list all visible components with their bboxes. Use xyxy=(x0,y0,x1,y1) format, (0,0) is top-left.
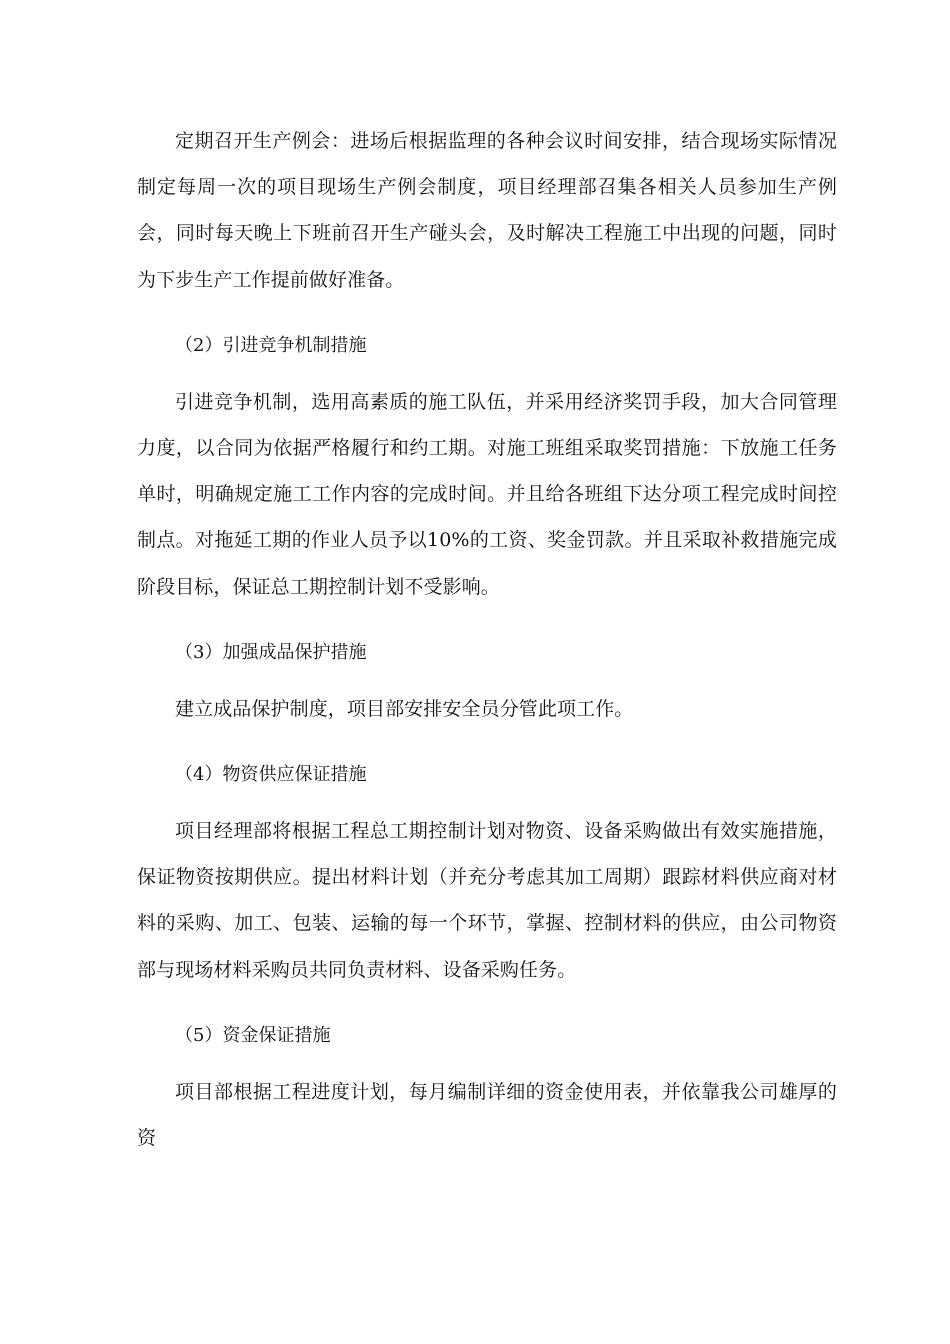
spacer xyxy=(137,732,837,742)
heading-product-protection: （3）加强成品保护措施 xyxy=(175,641,367,663)
heading-competition-mechanism: （2）引进竞争机制措施 xyxy=(175,334,367,356)
spacer xyxy=(137,610,837,620)
spacer xyxy=(137,993,837,1003)
paragraph-competition-mechanism: 引进竞争机制，选用高素质的施工队伍，并采用经济奖罚手段，加大合同管理力度，以合同为依据严格履行和约工期。对施工班组采取奖罚措施：下放施工任务单时，明确规定施工工作内容的完成时间。并且给各班组下达分项工程完成时间控制点。对拖延工期的作业人员予以10%的工资、奖金罚款。并且采取补救措施完成阶段目标，保证总工期控制计划不受影响。 xyxy=(137,390,837,598)
spacer xyxy=(137,303,837,313)
paragraph-product-protection: 建立成品保护制度，项目部安排安全员分管此项工作。 xyxy=(175,697,634,720)
paragraph-funding-guarantee: 项目部根据工程进度计划，每月编制详细的资金使用表，并依靠我公司雄厚的资 xyxy=(137,1080,837,1150)
document-body xyxy=(137,118,837,1161)
paragraph-production-meetings: 定期召开生产例会：进场后根据监理的各种会议时间安排，结合现场实际情况制定每周一次的项目现场生产例会制度，项目经理部召集各相关人员参加生产例会，同时每天晚上下班前召开生产碰头会，及时解决工程施工中出现的问题，同时为下步生产工作提前做好准备。 xyxy=(137,130,837,291)
heading-funding-guarantee: （5）资金保证措施 xyxy=(175,1024,331,1046)
paragraph-material-supply: 项目经理部将根据工程总工期控制计划对物资、设备采购做出有效实施措施，保证物资按期供应。提出材料计划（并充分考虑其加工周期）跟踪材料供应商对材料的采购、加工、包装、运输的每一个环节，掌握、控制材料的供应，由公司物资部与现场材料采购员共同负责材料、设备采购任务。 xyxy=(137,820,837,981)
heading-material-supply: （4）物资供应保证措施 xyxy=(175,764,367,786)
